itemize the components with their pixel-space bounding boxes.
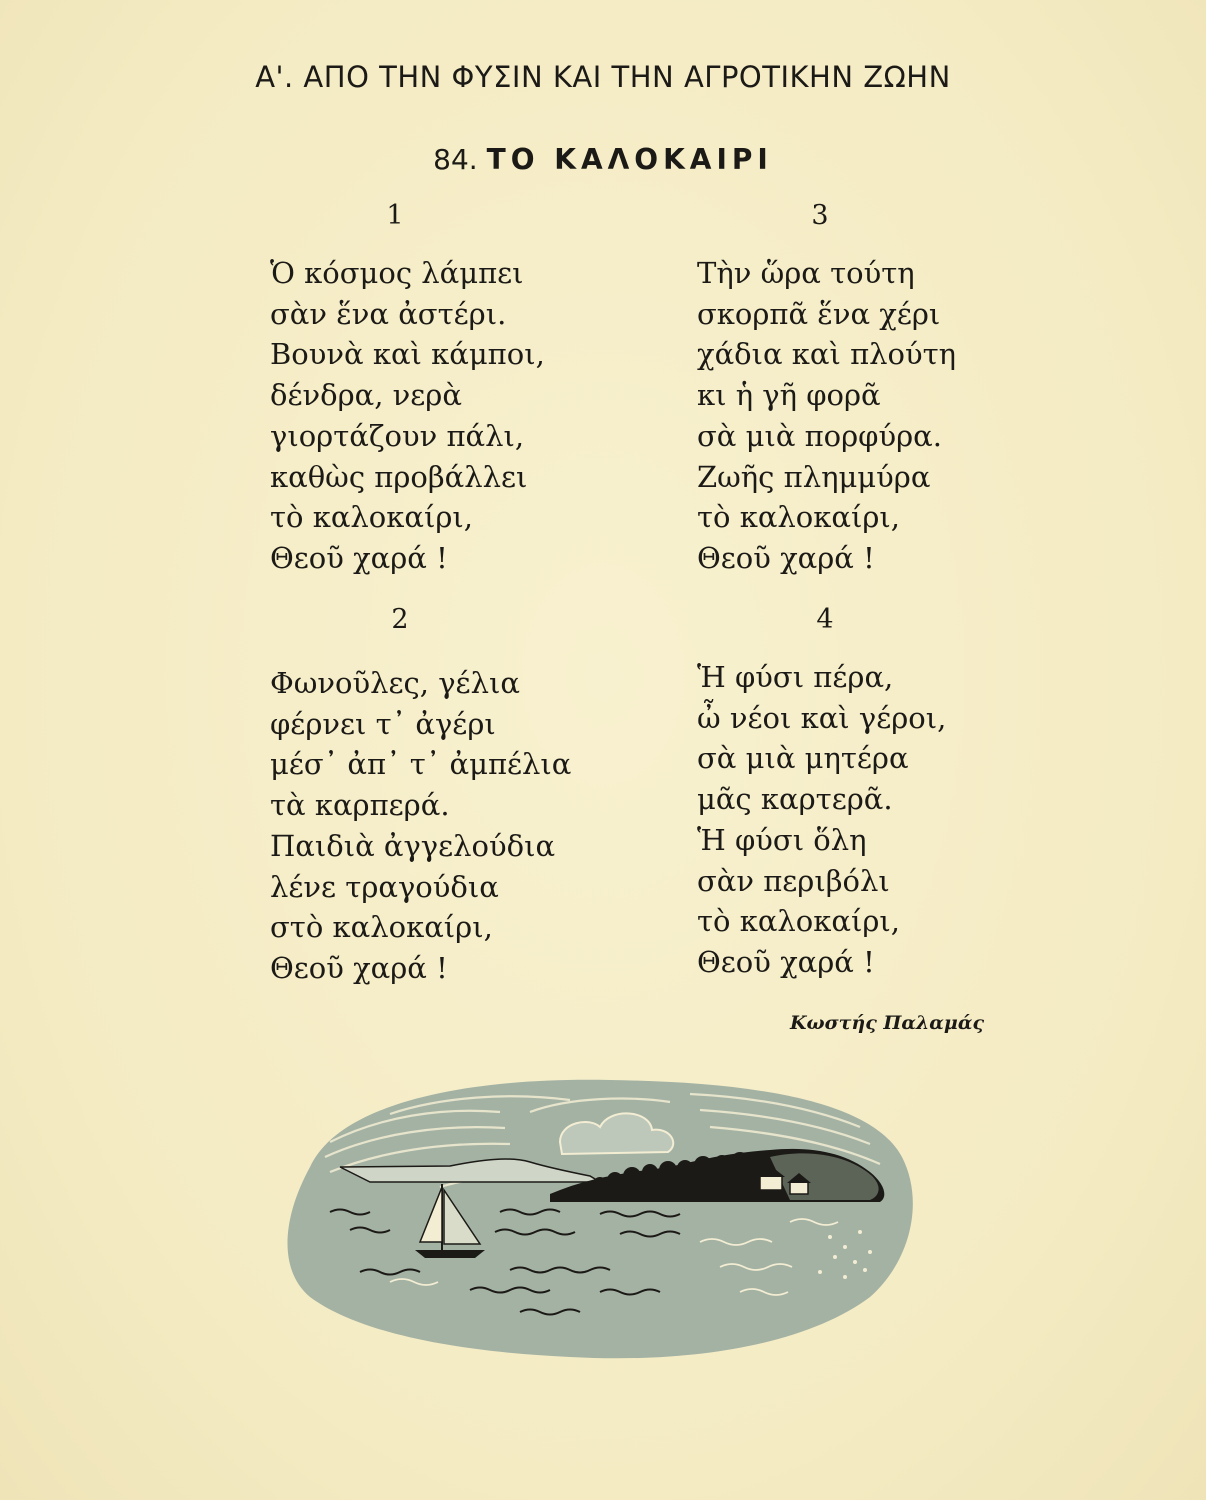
verse-line: τὸ καλοκαίρι, <box>270 500 473 535</box>
verse-line: τὸ καλοκαίρι, <box>697 904 900 939</box>
verse-line: Θεοῦ χαρά ! <box>270 540 448 575</box>
stanza-number-2: 2 <box>391 604 409 635</box>
verse-line: Ἡ φύσι ὅλη <box>697 822 867 857</box>
verse-line: τὰ καρπερά. <box>270 788 450 823</box>
verse-line: Θεοῦ χαρά ! <box>697 944 875 979</box>
verse-line: Βουνὰ καὶ κάμποι, <box>270 337 545 372</box>
verse-line: σὰν περιβόλι <box>697 863 890 898</box>
verse-line: σὰν ἕνα ἀστέρι. <box>270 296 507 331</box>
verse-line: τὸ καλοκαίρι, <box>697 500 900 535</box>
verse-line: Φωνοῦλες, γέλια <box>270 666 520 700</box>
verse-line: σκορπᾶ ἕνα χέρι <box>697 296 941 331</box>
verse-line: μᾶς καρτερᾶ. <box>697 782 893 817</box>
verse-line: Θεοῦ χαρά ! <box>697 540 875 575</box>
verse-line: σὰ μιὰ μητέρα <box>697 741 909 776</box>
poem-author: Κωστής Παλαμάς <box>790 1012 985 1034</box>
verse-line: λένε τραγούδια <box>270 869 499 904</box>
verse-line: Ὁ κόσμος λάμπει <box>270 256 524 290</box>
stanza-number-4: 4 <box>816 604 834 635</box>
verse-line: Τὴν ὥρα τούτη <box>697 256 915 290</box>
verse-line: φέρνει τ᾽ ἀγέρι <box>270 706 496 741</box>
section-heading: Α'. ΑΠΟ ΤΗΝ ΦΥΣΙΝ ΚΑΙ ΤΗΝ ΑΓΡΟΤΙΚΗΝ ΖΩΗΝ <box>255 60 951 94</box>
stanza-number-1: 1 <box>386 200 404 231</box>
verse-line: Θεοῦ χαρά ! <box>270 950 448 985</box>
verse-line: Ἡ φύσι πέρα, <box>697 660 894 694</box>
verse-line: γιορτάζουν πάλι, <box>270 418 525 453</box>
stanza-2 <box>270 663 571 989</box>
verse-line: δένδρα, νερὰ <box>270 378 462 413</box>
stanza-4 <box>697 657 946 983</box>
verse-line: καθὼς προβάλλει <box>270 459 528 494</box>
poem-number: 84. <box>433 143 478 176</box>
verse-line: κι ἡ γῆ φορᾶ <box>697 378 881 413</box>
stanza-1 <box>270 253 545 579</box>
stanza-number-3: 3 <box>811 200 829 231</box>
verse-line: σὰ μιὰ πορφύρα. <box>697 418 942 453</box>
verse-line: στὸ καλοκαίρι, <box>270 910 493 945</box>
poem-title: ΤΟ ΚΑΛΟΚΑΙΡΙ <box>486 143 773 176</box>
poem-title-line <box>0 143 1206 176</box>
seascape-illustration <box>270 1072 920 1362</box>
verse-line: χάδια καὶ πλούτη <box>697 337 957 372</box>
stanza-3 <box>697 253 956 579</box>
verse-line: ὦ νέοι καὶ γέροι, <box>697 700 947 735</box>
verse-line: Ζωῆς πλημμύρα <box>697 459 931 494</box>
verse-line: μέσ᾽ ἀπ᾽ τ᾽ ἀμπέλια <box>270 747 572 782</box>
verse-line: Παιδιὰ ἀγγελούδια <box>270 828 556 863</box>
